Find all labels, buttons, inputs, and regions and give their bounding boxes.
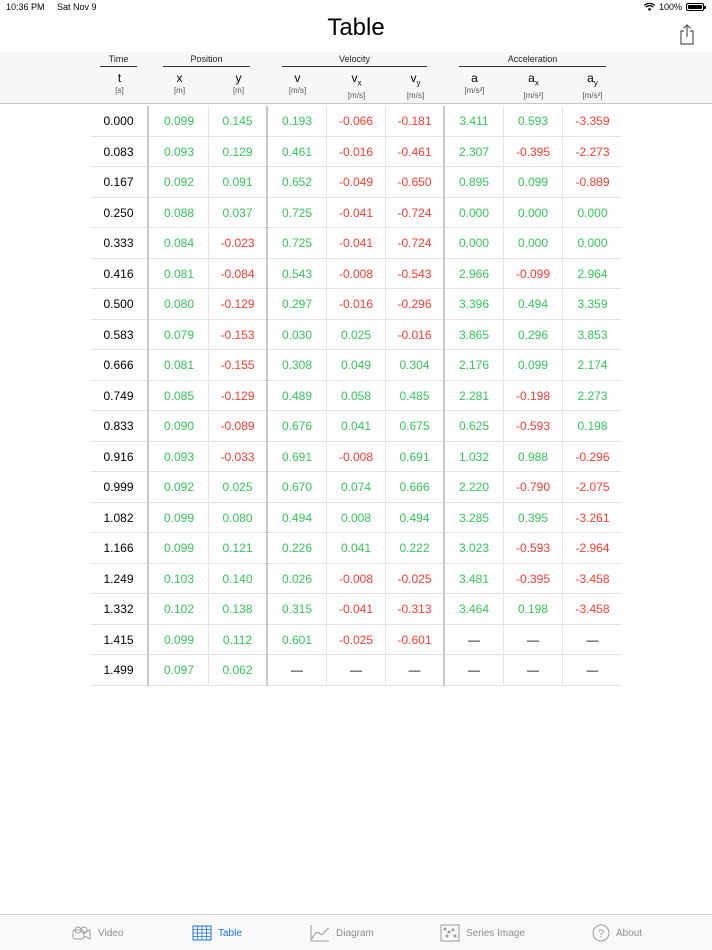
table-cell-t: 1.082 [90, 503, 149, 534]
tab-about[interactable] [592, 915, 642, 950]
table-cell-ax: -0.593 [504, 411, 563, 442]
column-header-t [90, 71, 149, 97]
data-table [90, 106, 622, 686]
column-symbol: y [235, 71, 242, 85]
video-icon [72, 925, 92, 941]
table-row [90, 533, 622, 564]
table-cell-t: 0.583 [90, 320, 149, 351]
table-cell-vy: -0.025 [386, 564, 445, 595]
table-cell-a: 3.865 [445, 320, 504, 351]
table-cell-y: -0.155 [209, 350, 268, 381]
table-cell-ay: 2.964 [577, 266, 608, 281]
table-cell-ay: -3.261 [575, 510, 610, 525]
table-cell-x: 0.085 [150, 381, 209, 412]
table-cell-a: 2.176 [445, 350, 504, 381]
table-cell-ax: -0.790 [504, 472, 563, 503]
table-cell-v: 0.543 [268, 259, 327, 290]
table-row [90, 289, 622, 320]
table-cell-y: -0.089 [209, 411, 268, 442]
table-cell-y: -0.129 [209, 381, 268, 412]
column-symbol: a [471, 71, 478, 85]
column-symbol: $v_x$ [351, 71, 362, 88]
table-row [90, 198, 622, 229]
table-cell-ax: -0.593 [504, 533, 563, 564]
tab-series-image-label: Series Image [466, 927, 525, 939]
table-cell-ax: 0.099 [504, 350, 563, 381]
table-cell-ay: -3.458 [575, 571, 610, 586]
table-row [90, 350, 622, 381]
tab-about-label: About [616, 927, 643, 939]
tab-diagram-label: Diagram [336, 927, 374, 939]
column-header-y [209, 71, 268, 97]
table-cell-t: 0.999 [90, 472, 149, 503]
table-cell-a: 3.396 [445, 289, 504, 320]
table-cell-vx: -0.008 [327, 564, 386, 595]
column-header-v [268, 71, 327, 97]
table-cell-vx: -0.041 [327, 594, 386, 625]
table-cell-a: 3.411 [445, 106, 504, 137]
table-cell-ay: 0.000 [577, 205, 608, 220]
table-cell-ay: 2.174 [577, 358, 608, 372]
table-cell-ax: 0.198 [504, 594, 563, 625]
table-cell-a: — [445, 625, 504, 656]
battery-icon [686, 3, 704, 11]
table-cell-ay: 2.273 [577, 388, 608, 403]
table-cell-y: -0.084 [209, 259, 268, 290]
table-cell-a: 0.000 [445, 198, 504, 229]
table-cell-a: 3.464 [445, 594, 504, 625]
status-date: Sat Nov 9 [57, 2, 97, 12]
table-cell-ay: 0.000 [577, 236, 608, 250]
table-cell-v: 0.308 [268, 350, 327, 381]
table-row [90, 106, 622, 137]
table-cell-ay: -0.889 [575, 175, 610, 189]
table-row [90, 228, 622, 259]
table-cell-a: 0.895 [445, 167, 504, 198]
table-cell-vx: — [327, 655, 386, 686]
table-cell-ay: 3.359 [577, 297, 608, 311]
table-row [90, 259, 622, 290]
table-cell-v: 0.494 [268, 503, 327, 534]
column-header-ay [563, 71, 622, 102]
table-cell-y: 0.062 [209, 655, 268, 686]
table-cell-v: 0.676 [268, 411, 327, 442]
table-cell-vy: -0.313 [386, 594, 445, 625]
battery-percent: 100% [658, 2, 682, 12]
table-cell-vy: 0.304 [386, 350, 445, 381]
table-cell-x: 0.102 [150, 594, 209, 625]
table-cell-ay: — [586, 663, 599, 677]
table-cell-x: 0.097 [150, 655, 209, 686]
table-cell-t: 0.749 [90, 381, 149, 412]
table-cell-y: -0.033 [209, 442, 268, 473]
series-image-icon [440, 924, 460, 942]
page-title: Table [327, 14, 385, 41]
table-cell-vy: 0.666 [386, 472, 445, 503]
tab-video[interactable] [72, 915, 123, 950]
table-cell-y: -0.153 [209, 320, 268, 351]
table-cell-ay: 3.853 [577, 327, 608, 342]
column-symbol: t [117, 71, 122, 85]
column-unit: [m/s] [406, 91, 425, 101]
table-cell-ax: -0.395 [504, 564, 563, 595]
table-cell-ax: 0.099 [504, 167, 563, 198]
table-cell-x: 0.079 [150, 320, 209, 351]
table-cell-a: 2.220 [445, 472, 504, 503]
tab-table-label: Table [218, 927, 242, 939]
table-cell-v: 0.461 [268, 137, 327, 168]
table-cell-vx: -0.025 [327, 625, 386, 656]
table-header [0, 52, 712, 104]
table-cell-y: 0.091 [209, 167, 268, 198]
table-row [90, 503, 622, 534]
table-cell-vx: -0.041 [327, 228, 386, 259]
table-cell-a: 3.481 [445, 564, 504, 595]
table-cell-vy: 0.691 [386, 442, 445, 473]
table-cell-v: — [268, 655, 327, 686]
column-unit: [m/s²] [464, 86, 485, 95]
table-cell-vy: -0.724 [386, 198, 445, 229]
table-cell-x: 0.099 [150, 503, 209, 534]
table-cell-ay: 0.198 [577, 419, 608, 433]
table-cell-vy: 0.675 [386, 411, 445, 442]
column-unit: [m/s²] [582, 91, 603, 101]
table-cell-t: 0.416 [90, 259, 149, 290]
table-cell-t: 0.167 [90, 167, 149, 198]
table-cell-x: 0.099 [150, 625, 209, 656]
column-unit: [m/s] [288, 86, 307, 95]
table-cell-vy: -0.650 [386, 167, 445, 198]
table-cell-ay: -2.075 [575, 480, 610, 494]
table-cell-vy: 0.222 [386, 533, 445, 564]
svg-text:?: ? [597, 928, 605, 940]
wifi-icon [644, 3, 655, 11]
table-cell-t: 0.833 [90, 411, 149, 442]
table-row [90, 137, 622, 168]
table-cell-t: 0.000 [90, 106, 149, 137]
column-header-a [445, 71, 504, 97]
table-row [90, 472, 622, 503]
table-cell-t: 1.249 [90, 564, 149, 595]
table-cell-a: 1.032 [445, 442, 504, 473]
table-cell-ax: 0.296 [504, 320, 563, 351]
column-symbol: $v_y$ [410, 71, 421, 88]
table-cell-v: 0.691 [268, 442, 327, 473]
table-cell-vy: -0.461 [386, 137, 445, 168]
table-cell-x: 0.092 [150, 167, 209, 198]
table-cell-t: 1.332 [90, 594, 149, 625]
table-cell-vy: -0.601 [386, 625, 445, 656]
table-cell-a: 0.000 [445, 228, 504, 259]
group-time: Time [108, 54, 129, 64]
share-icon [678, 22, 696, 46]
table-cell-y: 0.037 [209, 198, 268, 229]
table-cell-v: 0.026 [268, 564, 327, 595]
table-cell-vy: -0.724 [386, 228, 445, 259]
table-cell-y: 0.121 [209, 533, 268, 564]
column-header-vy [386, 71, 445, 102]
tab-bar [0, 914, 712, 950]
column-unit: [m/s] [347, 91, 366, 101]
table-cell-x: 0.081 [150, 259, 209, 290]
tab-table[interactable] [192, 915, 242, 950]
table-cell-x: 0.092 [150, 472, 209, 503]
table-cell-t: 0.333 [90, 228, 149, 259]
table-cell-ax: -0.395 [504, 137, 563, 168]
table-cell-ax: -0.099 [504, 259, 563, 290]
table-cell-x: 0.093 [150, 137, 209, 168]
tab-series-image[interactable] [440, 915, 525, 950]
table-cell-ay: -2.964 [575, 541, 610, 555]
table-cell-x: 0.080 [150, 289, 209, 320]
table-cell-y: 0.140 [209, 564, 268, 595]
table-cell-v: 0.226 [268, 533, 327, 564]
diagram-icon [310, 924, 330, 942]
column-symbol: v [294, 71, 301, 85]
table-cell-t: 1.166 [90, 533, 149, 564]
table-cell-vx: 0.008 [327, 503, 386, 534]
table-cell-ax: 0.988 [504, 442, 563, 473]
table-cell-ax: 0.593 [504, 106, 563, 137]
table-cell-vx: -0.016 [327, 289, 386, 320]
table-cell-vx: 0.074 [327, 472, 386, 503]
table-cell-v: 0.030 [268, 320, 327, 351]
table-row [90, 320, 622, 351]
table-row [90, 655, 622, 686]
table-cell-t: 1.415 [90, 625, 149, 656]
table-cell-vx: -0.041 [327, 198, 386, 229]
table-cell-y: 0.080 [209, 503, 268, 534]
table-cell-t: 0.083 [90, 137, 149, 168]
column-unit: [m] [232, 86, 245, 95]
table-cell-t: 0.500 [90, 289, 149, 320]
status-bar [0, 0, 712, 14]
column-symbol: $a_y$ [587, 71, 598, 88]
table-cell-ax: — [504, 655, 563, 686]
table-cell-vx: 0.058 [327, 381, 386, 412]
table-cell-y: 0.025 [209, 472, 268, 503]
table-cell-x: 0.093 [150, 442, 209, 473]
table-cell-vy: -0.296 [386, 289, 445, 320]
table-cell-y: 0.145 [209, 106, 268, 137]
table-cell-t: 1.499 [90, 655, 149, 686]
table-row [90, 381, 622, 412]
table-cell-v: 0.725 [268, 198, 327, 229]
table-cell-x: 0.103 [150, 564, 209, 595]
table-cell-vy: — [386, 655, 445, 686]
about-icon [592, 924, 610, 942]
table-cell-v: 0.725 [268, 228, 327, 259]
table-cell-ay: -0.296 [575, 449, 610, 464]
table-cell-ax: 0.494 [504, 289, 563, 320]
table-cell-vy: -0.181 [386, 106, 445, 137]
table-cell-x: 0.088 [150, 198, 209, 229]
table-cell-vx: -0.049 [327, 167, 386, 198]
table-cell-a: 2.281 [445, 381, 504, 412]
table-cell-vy: -0.016 [386, 320, 445, 351]
table-cell-ay: -3.359 [575, 114, 610, 128]
table-cell-vx: 0.041 [327, 533, 386, 564]
share-button[interactable] [678, 22, 696, 46]
column-header-vx [327, 71, 386, 102]
table-cell-vx: 0.049 [327, 350, 386, 381]
table-cell-vx: 0.041 [327, 411, 386, 442]
table-cell-x: 0.099 [150, 106, 209, 137]
table-cell-vy: -0.543 [386, 259, 445, 290]
table-cell-v: 0.489 [268, 381, 327, 412]
table-cell-v: 0.315 [268, 594, 327, 625]
table-row [90, 442, 622, 473]
table-cell-ax: 0.000 [504, 198, 563, 229]
status-time: 10:36 PM [6, 2, 45, 12]
table-cell-x: 0.084 [150, 228, 209, 259]
table-cell-a: 0.625 [445, 411, 504, 442]
table-icon [192, 925, 212, 941]
table-cell-t: 0.250 [90, 198, 149, 229]
table-cell-y: 0.112 [209, 625, 268, 656]
table-cell-v: 0.297 [268, 289, 327, 320]
table-cell-ay: -2.273 [575, 144, 610, 159]
table-cell-v: 0.193 [268, 106, 327, 137]
table-cell-a: 2.307 [445, 137, 504, 168]
column-unit: [m] [173, 86, 186, 95]
table-cell-a: 2.966 [445, 259, 504, 290]
table-cell-y: 0.129 [209, 137, 268, 168]
table-cell-x: 0.099 [150, 533, 209, 564]
table-cell-vx: -0.066 [327, 106, 386, 137]
group-velocity: Velocity [338, 54, 371, 64]
table-cell-t: 0.916 [90, 442, 149, 473]
table-cell-vy: 0.485 [386, 381, 445, 412]
column-unit: [s] [115, 86, 124, 95]
table-row [90, 411, 622, 442]
table-cell-y: 0.138 [209, 594, 268, 625]
tab-video-label: Video [98, 927, 124, 939]
table-cell-vx: -0.008 [327, 259, 386, 290]
table-cell-t: 0.666 [90, 350, 149, 381]
table-cell-ay: -3.458 [575, 602, 610, 616]
group-position: Position [190, 54, 223, 64]
table-cell-vx: -0.016 [327, 137, 386, 168]
tab-diagram[interactable] [310, 915, 374, 950]
column-symbol: x [176, 71, 183, 85]
table-cell-vx: -0.008 [327, 442, 386, 473]
table-cell-a: — [445, 655, 504, 686]
column-header-x [150, 71, 209, 97]
table-cell-x: 0.081 [150, 350, 209, 381]
table-cell-a: 3.285 [445, 503, 504, 534]
table-cell-x: 0.090 [150, 411, 209, 442]
table-cell-ax: — [504, 625, 563, 656]
table-row [90, 564, 622, 595]
table-row [90, 167, 622, 198]
table-row [90, 625, 622, 656]
table-cell-y: -0.023 [209, 228, 268, 259]
group-acceleration: Acceleration [507, 54, 558, 64]
table-cell-vx: 0.025 [327, 320, 386, 351]
table-cell-ax: 0.395 [504, 503, 563, 534]
table-cell-ax: -0.198 [504, 381, 563, 412]
table-cell-ax: 0.000 [504, 228, 563, 259]
column-symbol: $a_x$ [528, 71, 539, 88]
table-cell-a: 3.023 [445, 533, 504, 564]
table-cell-ay: — [586, 632, 599, 647]
table-cell-v: 0.652 [268, 167, 327, 198]
table-cell-v: 0.601 [268, 625, 327, 656]
column-unit: [m/s²] [523, 91, 544, 101]
table-cell-y: -0.129 [209, 289, 268, 320]
table-cell-v: 0.670 [268, 472, 327, 503]
table-row [90, 594, 622, 625]
table-cell-vy: 0.494 [386, 503, 445, 534]
column-header-ax [504, 71, 563, 102]
